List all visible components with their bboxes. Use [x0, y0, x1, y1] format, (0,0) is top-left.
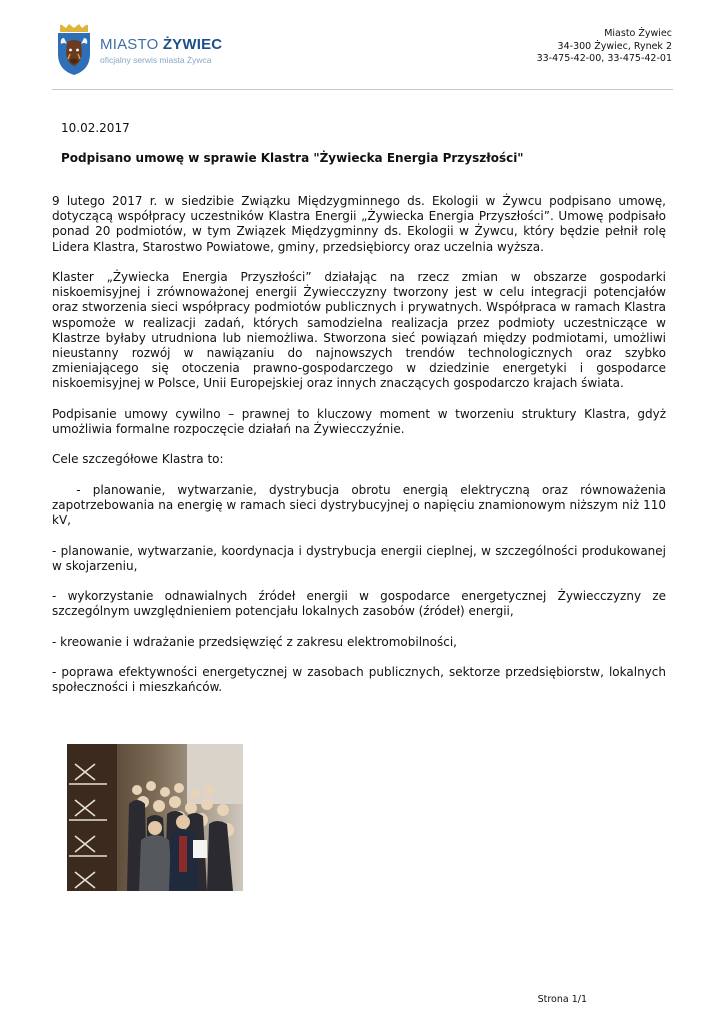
goal-item: - planowanie, wytwarzanie, koordynacja i dystrybucja energii cieplnej, w szczególności produkowanej w skojarzeniu, — [52, 543, 666, 573]
page-number: Strona 1/1 — [537, 994, 587, 1005]
goal-item: - poprawa efektywności energetycznej w zasobach publicznych, sektorze przedsiębiorstw, lokalnych społeczności i mieszkańców. — [52, 665, 666, 695]
goals-heading: Cele szczegółowe Klastra to: — [52, 452, 224, 467]
address-line-name: Miasto Żywiec — [604, 28, 672, 39]
address-line-street: 34-300 Żywiec, Rynek 2 — [557, 40, 672, 52]
city-coat-of-arms-icon — [56, 24, 92, 76]
header-divider — [52, 89, 673, 90]
goal-item: - planowanie, wytwarzanie, dystrybucja obrotu energią elektryczną oraz równoważenia zapotrzebowania na energię w ramach sieci dystrybucyjnej o napięciu znamionowym niższym niż 110 kV, — [52, 482, 670, 528]
contact-address — [537, 28, 672, 66]
logo-wordmark: MIASTO ŻYWIEC — [100, 35, 223, 53]
article-paragraph: Klaster „Żywiecka Energia Przyszłości” działając na rzecz zmian w obszarze gospodarki niskoemisyjnej i zrównoważonej energii Żywiecczyzny tworzony jest w celu integracji potencjałów oraz stworzenia sieci współpracy podmiotów publicznych i prywatnych. Współpraca w ramach Klastra wspomoże w realizacji zadań, których samodzielna realizacja przez podmioty uczestniczące w Klastrze byłaby utrudniona lub niemożliwa. Stworzona sieć powiązań między podmiotami, umożliwi nieustanny rozwój w nawiązaniu do najnowszych trendów technologicznych oraz szybko zmieniającego się otoczenia prawno-gospodarczego w dziedzinie energetyki i gospodarce niskoemisyjnej w Polsce, Unii Europejskiej oraz innych znaczących gospodarczo krajach świata. — [52, 270, 666, 391]
article-title: Podpisano umowę w sprawie Klastra "Żywiecka Energia Przyszłości" — [61, 151, 524, 165]
address-line-phone: 33-475-42-00, 33-475-42-01 — [536, 53, 672, 64]
goal-item: - wykorzystanie odnawialnych źródeł energii w gospodarce energetycznej Żywiecczyzny ze szczególnym uwzględnieniem potencjału lokalnych zasobów (źródeł) energii, — [52, 589, 666, 619]
article-paragraph: Podpisanie umowy cywilno – prawnej to kluczowy moment w tworzeniu struktury Klastra, gdyż umożliwia formalne rozpoczęcie działań na Żywiecczyźnie. — [52, 406, 666, 437]
article-body — [52, 194, 670, 711]
logo-subtitle: oficjalny serwis miasta Żywca — [100, 54, 212, 65]
goal-item: - kreowanie i wdrażanie przedsięwzięć z zakresu elektromobilności, — [52, 634, 457, 649]
signing-group-photo — [67, 744, 243, 891]
site-logo[interactable] — [56, 24, 222, 76]
article-paragraph: 9 lutego 2017 r. w siedzibie Związku Międzygminnego ds. Ekologii w Żywcu podpisano umowę, dotyczącą współpracy uczestników Klastra Energii „Żywiecka Energia Przyszłości”. Umowę podpisało ponad 20 podmiotów, w tym Związek Międzygminny ds. Ekologii w Żywcu, który będzie pełnił rolę Lidera Klastra, Starostwo Powiatowe, gminy, przedsiębiorcy oraz uczelnia wyższa. — [52, 194, 666, 254]
article-date: 10.02.2017 — [61, 121, 130, 135]
